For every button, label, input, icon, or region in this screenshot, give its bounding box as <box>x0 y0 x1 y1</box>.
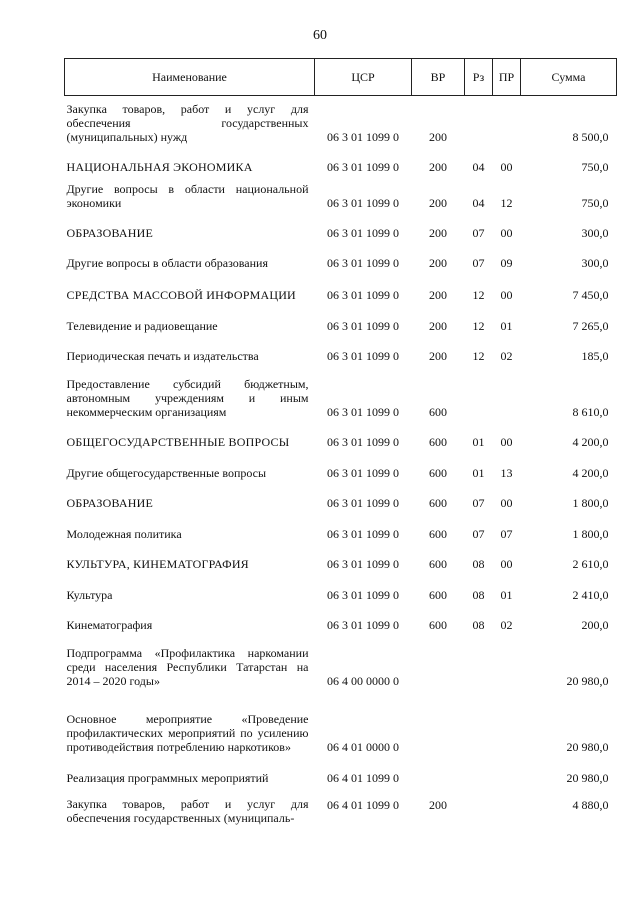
row-pr: 13 <box>500 465 513 480</box>
row-rz <box>465 96 493 144</box>
row-name: Другие вопросы в области образования <box>66 255 268 270</box>
row-sum: 750,0 <box>581 159 609 174</box>
row-vr: 200 <box>429 255 447 270</box>
table-row <box>65 240 617 270</box>
header-vr: ВР <box>412 59 465 96</box>
row-csr: 06 3 01 1099 0 <box>327 465 399 480</box>
row-rz: 08 <box>472 617 485 632</box>
row-name: Основное мероприятие «Проведение профилактических мероприятий по усилению противодействия потреблению наркотиков» <box>66 711 309 754</box>
row-sum: 185,0 <box>581 348 609 363</box>
table-row <box>65 210 617 240</box>
row-vr: 200 <box>429 195 447 210</box>
row-pr: 00 <box>500 287 513 302</box>
row-sum: 4 200,0 <box>572 434 609 449</box>
table-row <box>65 302 617 333</box>
row-csr: 06 4 01 1099 0 <box>327 770 399 785</box>
table-row <box>65 541 617 571</box>
row-vr: 600 <box>429 434 447 449</box>
row-name: Другие вопросы в области национальной экономики <box>66 181 309 210</box>
table-row <box>65 174 617 210</box>
header-sum: Сумма <box>521 59 617 96</box>
row-rz: 04 <box>472 195 485 210</box>
row-sum: 200,0 <box>581 617 609 632</box>
row-sum: 750,0 <box>581 195 609 210</box>
row-vr: 200 <box>429 287 447 302</box>
row-rz: 12 <box>472 348 485 363</box>
row-name: Закупка товаров, работ и услуг для обеспечения государственных (муниципаль- <box>66 796 309 825</box>
table-header-row <box>65 59 617 96</box>
row-name: ОБРАЗОВАНИЕ <box>66 225 154 240</box>
row-name: ОБРАЗОВАНИЕ <box>66 495 154 510</box>
row-csr: 06 3 01 1099 0 <box>327 617 399 632</box>
row-vr: 600 <box>429 556 447 571</box>
row-rz: 07 <box>472 255 485 270</box>
row-vr: 600 <box>429 495 447 510</box>
row-csr: 06 3 01 1099 0 <box>327 195 399 210</box>
row-rz <box>465 785 493 825</box>
row-vr <box>412 754 465 785</box>
row-pr: 07 <box>500 526 513 541</box>
row-name: Кинематография <box>66 617 153 632</box>
row-name: Подпрограмма «Профилактика наркомании среди населения Республики Татарстан на 2014 – 2020 годы» <box>66 645 309 688</box>
row-name: Периодическая печать и издательства <box>66 348 259 363</box>
row-name: Телевидение и радиовещание <box>66 318 218 333</box>
table-body <box>65 96 617 825</box>
header-csr: ЦСР <box>315 59 412 96</box>
row-vr: 200 <box>429 348 447 363</box>
row-sum: 7 265,0 <box>572 318 609 333</box>
budget-table <box>64 58 617 825</box>
row-csr: 06 3 01 1099 0 <box>327 225 399 240</box>
row-pr: 01 <box>500 587 513 602</box>
row-sum: 4 200,0 <box>572 465 609 480</box>
row-pr: 01 <box>500 318 513 333</box>
row-rz: 12 <box>472 287 485 302</box>
row-pr: 00 <box>500 434 513 449</box>
row-sum: 2 610,0 <box>572 556 609 571</box>
table-row <box>65 96 617 144</box>
row-rz: 12 <box>472 318 485 333</box>
row-csr: 06 4 01 1099 0 <box>327 797 399 812</box>
row-rz: 07 <box>472 225 485 240</box>
table-row <box>65 480 617 510</box>
row-pr: 02 <box>500 348 513 363</box>
row-rz: 01 <box>472 434 485 449</box>
table-row <box>65 270 617 302</box>
row-name: Предоставление субсидий бюджетным, автономным учреждениям и иным некоммерческим организациям <box>66 376 309 419</box>
row-csr: 06 3 01 1099 0 <box>327 495 399 510</box>
row-rz: 01 <box>472 465 485 480</box>
row-sum: 8 610,0 <box>572 404 609 419</box>
row-vr: 600 <box>429 587 447 602</box>
row-name: НАЦИОНАЛЬНАЯ ЭКОНОМИКА <box>66 159 253 174</box>
table-row <box>65 632 617 688</box>
row-pr: 00 <box>500 159 513 174</box>
row-pr: 00 <box>500 495 513 510</box>
row-name: СРЕДСТВА МАССОВОЙ ИНФОРМАЦИИ <box>66 287 296 302</box>
row-sum: 20 980,0 <box>566 739 609 754</box>
row-sum: 1 800,0 <box>572 526 609 541</box>
row-pr: 02 <box>500 617 513 632</box>
row-csr: 06 4 00 0000 0 <box>327 673 399 688</box>
table-row <box>65 419 617 449</box>
row-name: Реализация программных мероприятий <box>66 770 269 785</box>
header-pr: ПР <box>493 59 521 96</box>
row-csr: 06 3 01 1099 0 <box>327 287 399 302</box>
row-csr: 06 3 01 1099 0 <box>327 159 399 174</box>
row-pr: 00 <box>500 225 513 240</box>
row-vr: 600 <box>429 404 447 419</box>
row-vr: 200 <box>429 225 447 240</box>
table-row <box>65 510 617 541</box>
row-rz: 08 <box>472 587 485 602</box>
row-name: Молодежная политика <box>66 526 182 541</box>
row-pr <box>493 363 521 419</box>
row-csr: 06 3 01 1099 0 <box>327 587 399 602</box>
row-pr <box>493 688 521 754</box>
row-vr <box>412 688 465 754</box>
row-name: Закупка товаров, работ и услуг для обеспечения государственных (муниципальных) нужд <box>66 101 309 144</box>
table-row <box>65 785 617 825</box>
row-pr <box>493 785 521 825</box>
header-rz: Рз <box>465 59 493 96</box>
row-csr: 06 3 01 1099 0 <box>327 255 399 270</box>
row-rz <box>465 632 493 688</box>
row-vr: 200 <box>429 318 447 333</box>
table-row <box>65 688 617 754</box>
table-row <box>65 571 617 602</box>
table-row <box>65 144 617 174</box>
row-rz: 07 <box>472 526 485 541</box>
row-rz: 08 <box>472 556 485 571</box>
row-rz: 07 <box>472 495 485 510</box>
row-csr: 06 3 01 1099 0 <box>327 556 399 571</box>
row-sum: 8 500,0 <box>572 129 609 144</box>
row-name: ОБЩЕГОСУДАРСТВЕННЫЕ ВОПРОСЫ <box>66 434 290 449</box>
row-pr <box>493 632 521 688</box>
row-sum: 20 980,0 <box>566 770 609 785</box>
row-vr: 600 <box>429 465 447 480</box>
row-vr: 200 <box>429 129 447 144</box>
table-row <box>65 363 617 419</box>
row-sum: 300,0 <box>581 225 609 240</box>
row-csr: 06 3 01 1099 0 <box>327 434 399 449</box>
row-sum: 20 980,0 <box>566 673 609 688</box>
row-name: КУЛЬТУРА, КИНЕМАТОГРАФИЯ <box>66 556 249 571</box>
row-pr: 00 <box>500 556 513 571</box>
row-sum: 1 800,0 <box>572 495 609 510</box>
row-vr: 200 <box>429 797 447 812</box>
row-name: Другие общегосударственные вопросы <box>66 465 267 480</box>
table-row <box>65 754 617 785</box>
row-sum: 2 410,0 <box>572 587 609 602</box>
page-number: 60 <box>313 28 327 43</box>
row-pr <box>493 754 521 785</box>
row-sum: 300,0 <box>581 255 609 270</box>
row-sum: 7 450,0 <box>572 287 609 302</box>
row-csr: 06 3 01 1099 0 <box>327 404 399 419</box>
row-rz <box>465 363 493 419</box>
table-row <box>65 602 617 632</box>
row-csr: 06 3 01 1099 0 <box>327 526 399 541</box>
row-rz: 04 <box>472 159 485 174</box>
row-vr <box>412 632 465 688</box>
row-csr: 06 3 01 1099 0 <box>327 129 399 144</box>
row-pr <box>493 96 521 144</box>
row-rz <box>465 754 493 785</box>
row-rz <box>465 688 493 754</box>
header-name: Наименование <box>65 59 315 96</box>
row-vr: 200 <box>429 159 447 174</box>
row-vr: 600 <box>429 617 447 632</box>
row-csr: 06 3 01 1099 0 <box>327 348 399 363</box>
row-csr: 06 4 01 0000 0 <box>327 739 399 754</box>
table-row <box>65 449 617 480</box>
row-sum: 4 880,0 <box>572 797 609 812</box>
row-vr: 600 <box>429 526 447 541</box>
table-row <box>65 333 617 363</box>
row-name: Культура <box>66 587 113 602</box>
row-csr: 06 3 01 1099 0 <box>327 318 399 333</box>
row-pr: 09 <box>500 255 513 270</box>
row-pr: 12 <box>500 195 513 210</box>
